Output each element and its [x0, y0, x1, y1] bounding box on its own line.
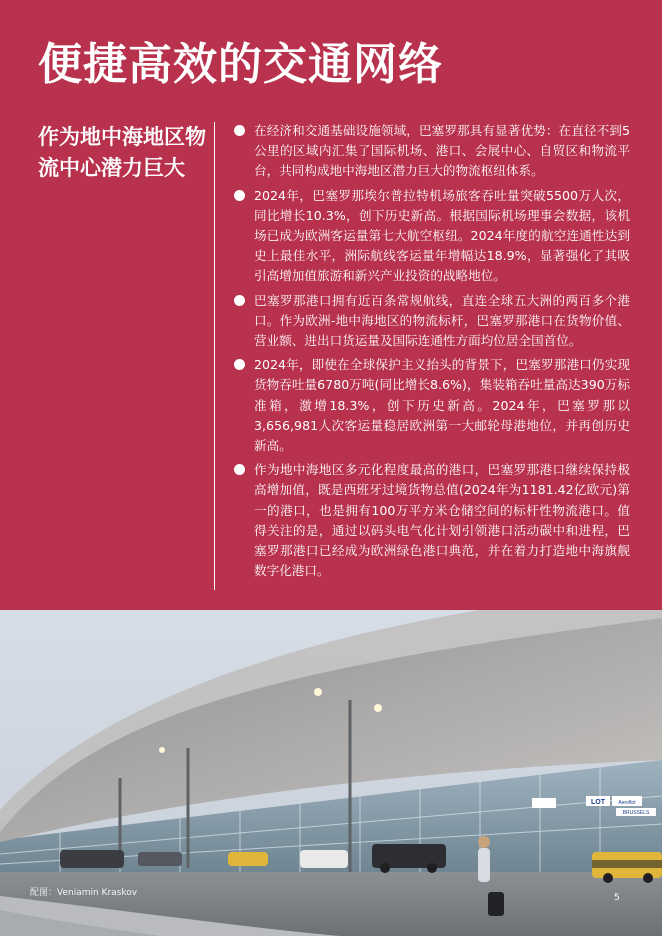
- bullet-text: 2024年，巴塞罗那埃尔普拉特机场旅客吞吐量突破5500万人次，同比增长10.3%，创下历史新高。根据国际机场理事会数据，该机场已成为欧洲客运量第七大航空枢纽。2024年度的航空连通性达到史上最佳水平，洲际航线客运量年增幅达18.9%，显著强化了其吸引高增加值旅游和新兴产业投资的战略地位。: [254, 187, 630, 284]
- bullet-item: [234, 291, 630, 352]
- bullet-list: [234, 121, 630, 585]
- bullet-text: 巴塞罗那港口拥有近百条常规航线，直连全球五大洲的两百多个港口。作为欧洲-地中海地区的物流标杆，巴塞罗那港口在货物价值、营业额、进出口货运量及国际连通性方面均位居全国首位。: [254, 292, 630, 349]
- sign-aeroflot: Aeroflot: [618, 800, 636, 806]
- bullet-text: 在经济和交通基础设施领域，巴塞罗那具有显著优势：在直径不到5公里的区域内汇集了国际机场、港口、会展中心、自贸区和物流平台，共同构成地中海地区潜力巨大的物流枢纽体系。: [254, 123, 630, 179]
- bullet-dot-icon: [234, 190, 245, 201]
- bullet-item: [234, 355, 630, 456]
- bullet-dot-icon: [234, 125, 245, 136]
- page-title: 便捷高效的交通网络: [38, 39, 443, 90]
- bullet-item: [234, 460, 630, 581]
- bullet-item: [234, 186, 630, 287]
- bullet-text: 作为地中海地区多元化程度最高的港口，巴塞罗那港口继续保持极高增加值，既是西班牙过境货物总值(2024年为1181.42亿欧元)第一的港口，也是拥有100万平方米仓储空间的标杆性物流港口。值得关注的是，通过以码头电气化计划引领港口活动碳中和进程，巴塞罗那港口已经成为欧洲绿色港口典范，并在着力打造地中海旗舰数字化港口。: [254, 462, 630, 579]
- vertical-divider: [214, 122, 215, 590]
- bullet-text: 2024年，即使在全球保护主义抬头的背景下，巴塞罗那港口仍实现货物吞吐量6780万吨(同比增长8.6%)，集装箱吞吐量高达390万标准箱，激增18.3%，创下历史新高。2024年，巴塞罗那以3,656,981人次客运量稳居欧洲第一大邮轮母港地位，并再创历史新高。: [254, 357, 630, 454]
- bullet-item: [234, 121, 630, 182]
- bullet-dot-icon: [234, 295, 245, 306]
- bullet-dot-icon: [234, 464, 245, 475]
- sign-lot: LOT: [591, 799, 605, 806]
- sign-brussels: BRUSSELS: [622, 810, 650, 816]
- page-number: 5: [614, 893, 620, 903]
- photo-credit: 配图：Veniamin Kraskov: [30, 888, 138, 898]
- bullet-dot-icon: [234, 359, 245, 370]
- section-subtitle: 作为地中海地区物流中心潜力巨大: [38, 125, 206, 180]
